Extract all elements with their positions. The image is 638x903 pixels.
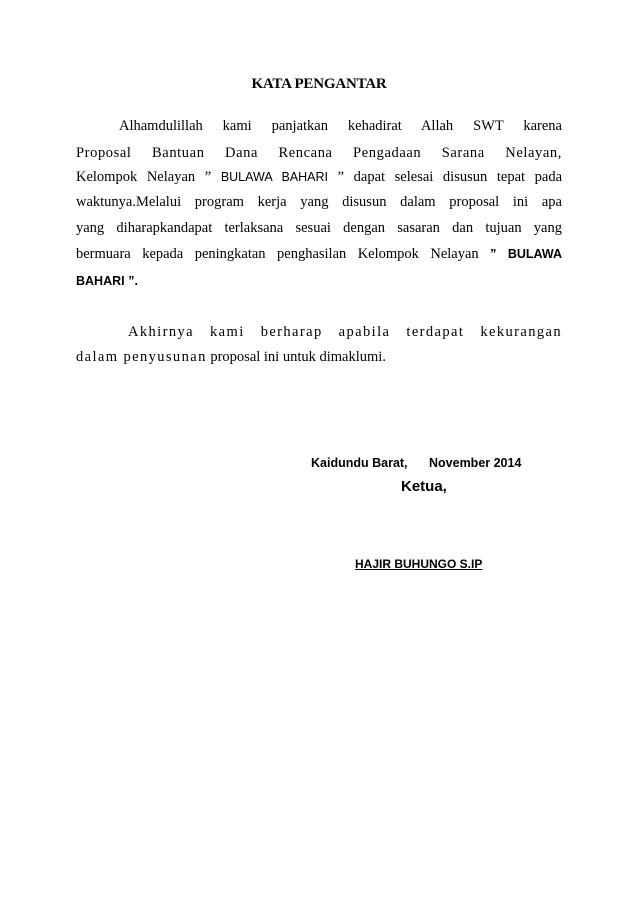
line-3-text-end: ” dapat selesai disusun tepat pada [337,169,562,185]
group-name-inline: BULAWA BAHARI [220,170,328,184]
closing-quote: ”. [128,274,138,288]
paragraph-1-line-2: Proposal Bantuan Dana Rencana Pengadaan Sarana Nelayan, [76,145,562,161]
paragraph-2-line-2 [76,348,562,366]
line-2-text-start: dalam penyusunan [76,349,207,365]
line-3-text-start: Kelompok Nelayan ” [76,169,212,185]
paragraph-1-line-6 [76,245,562,263]
group-name-part-2: BAHARI [76,274,125,288]
line-6-quote: ” [490,247,497,261]
signature-role: Ketua, [401,478,447,495]
signature-place: Kaidundu Barat, [311,456,408,470]
signatory-name: HAJIR BUHUNGO S.IP [355,557,483,571]
line-6-text: bermuara kepada peningkatan penghasilan Kelompok Nelayan [76,246,479,262]
signature-date: November 2014 [429,456,522,470]
paragraph-1-line-4: waktunya.Melalui program kerja yang disusun dalam proposal ini apa [76,194,562,210]
paragraph-2-line-1: Akhirnya kami berharap apabila terdapat kekurangan [128,324,562,340]
paragraph-1-line-1: Alhamdulillah kami panjatkan kehadirat Allah SWT karena [119,118,562,134]
paragraph-1-line-5: yang diharapkandapat terlaksana sesuai dengan sasaran dan tujuan yang [76,220,562,236]
page-title: KATA PENGANTAR [251,76,387,92]
group-name-part-1: BULAWA [507,247,562,261]
line-2-text-end: proposal ini untuk dimaklumi. [210,349,386,365]
paragraph-1-line-7 [76,272,562,290]
paragraph-1-line-3 [76,168,562,186]
